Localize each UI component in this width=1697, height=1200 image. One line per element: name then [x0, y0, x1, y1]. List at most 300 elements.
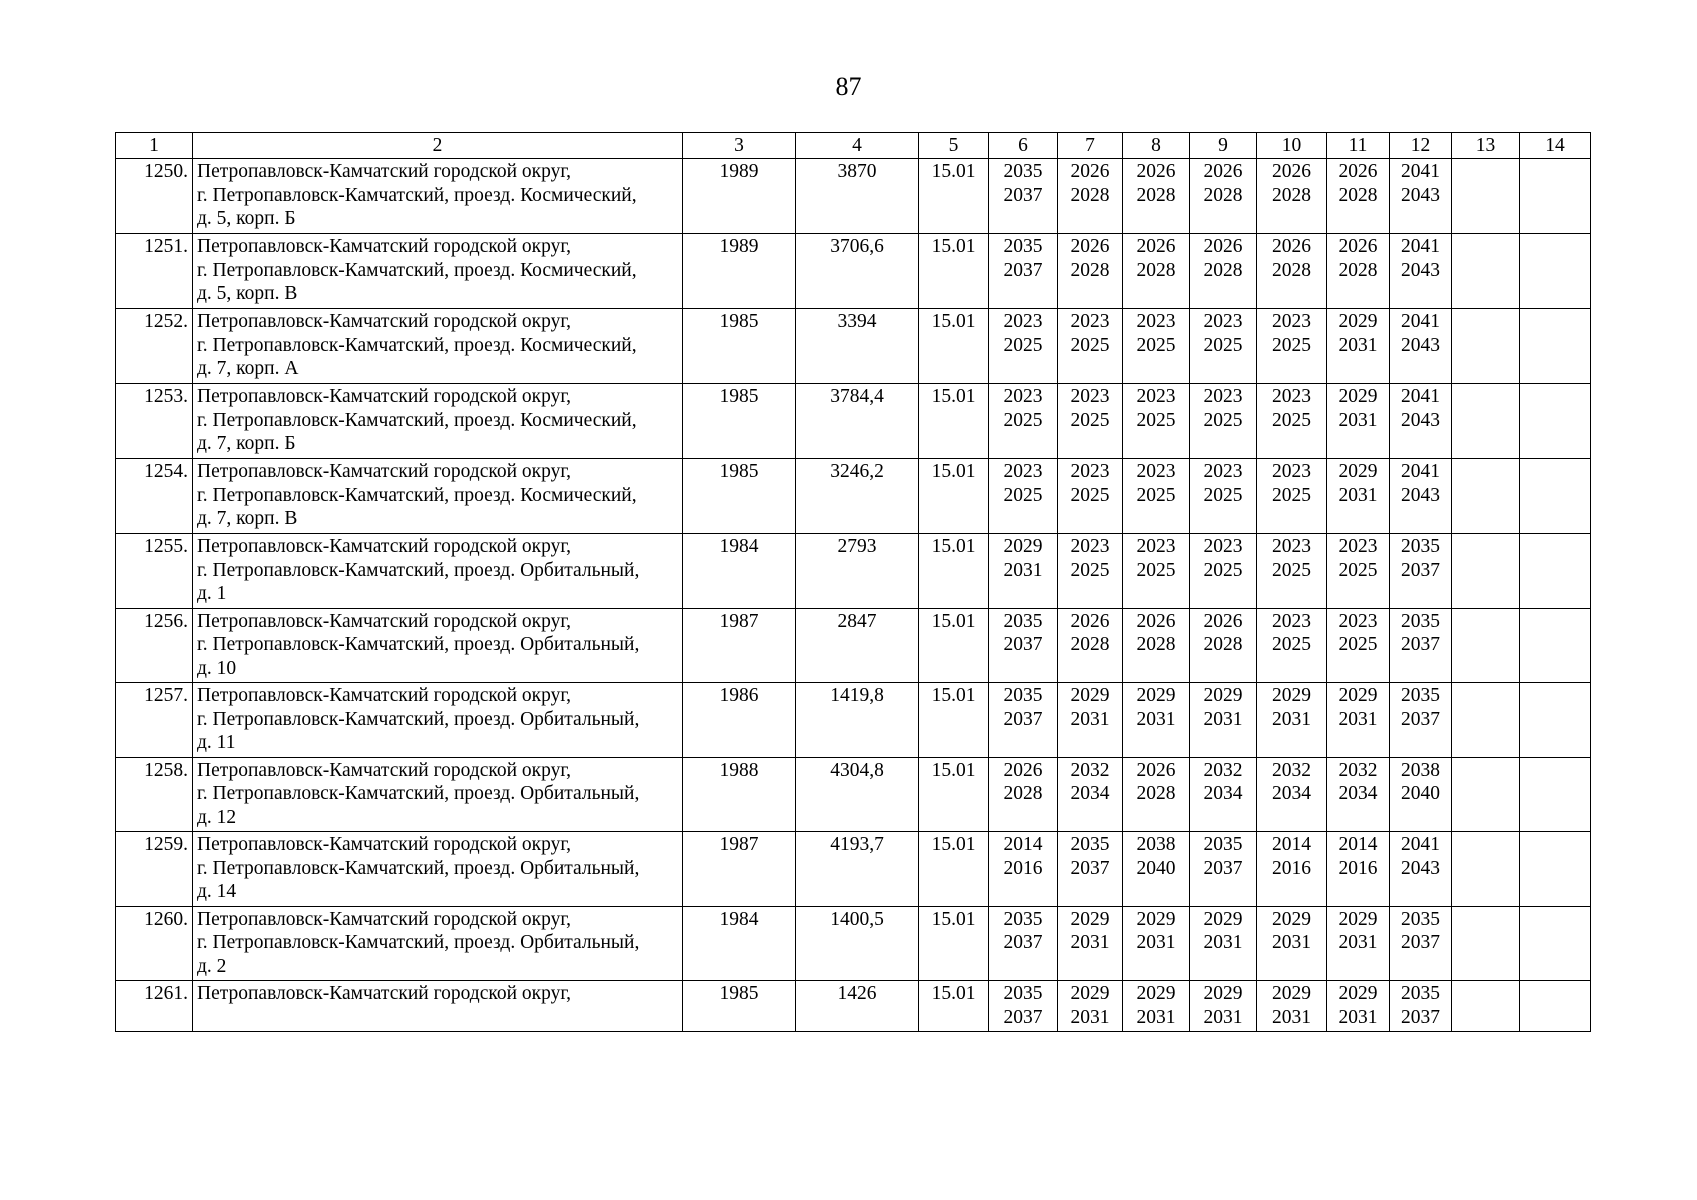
address-line: Петропавловск-Камчатский городской округ, [197, 311, 572, 332]
period-year: 2023 [1203, 386, 1243, 407]
row-number-cell: 1259. [116, 832, 193, 907]
period-cell-col-9 [1190, 683, 1257, 758]
row-number-cell: 1256. [116, 608, 193, 683]
period-year: 2029 [1203, 983, 1243, 1004]
area-cell: 3706,6 [796, 234, 919, 309]
year-cell: 1989 [683, 159, 796, 234]
period-year: 2029 [1272, 685, 1311, 706]
period-cell-col-7 [1058, 534, 1123, 609]
period-year: 2040 [1401, 783, 1440, 804]
period-cell-col-11 [1327, 309, 1390, 384]
table-row [116, 608, 1591, 683]
empty-cell-col-14 [1520, 683, 1591, 758]
address-cell [193, 309, 683, 384]
address-line: Петропавловск-Камчатский городской округ, [197, 461, 572, 482]
year-cell: 1985 [683, 384, 796, 459]
period-cell-col-6 [989, 757, 1058, 832]
table-row [116, 981, 1591, 1032]
period-year: 2026 [1070, 236, 1110, 257]
period-year: 2023 [1136, 311, 1176, 332]
period-year: 2023 [1272, 461, 1311, 482]
address-line: д. 5, корп. В [197, 283, 298, 304]
period-year: 2028 [1136, 783, 1176, 804]
table-header [116, 133, 1591, 159]
period-year: 2023 [1003, 386, 1043, 407]
area-cell: 4304,8 [796, 757, 919, 832]
row-number-cell: 1253. [116, 384, 193, 459]
period-year: 2043 [1401, 259, 1440, 281]
period-cell-col-12 [1390, 234, 1452, 309]
address-line: Петропавловск-Камчатский городской округ, [197, 908, 572, 930]
period-cell-col-6 [989, 683, 1058, 758]
period-cell-col-7 [1058, 234, 1123, 309]
address-cell [193, 608, 683, 683]
column-header-5: 5 [919, 133, 989, 159]
period-year: 2023 [1272, 610, 1311, 632]
period-year: 2029 [1070, 983, 1110, 1004]
period-year: 2031 [1272, 708, 1311, 730]
period-year: 2031 [1203, 932, 1243, 953]
address-line: г. Петропавловск-Камчатский, проезд. Космический, [197, 484, 637, 506]
period-year: 2031 [1272, 1006, 1311, 1028]
period-year: 2029 [1203, 908, 1243, 930]
year-cell: 1985 [683, 981, 796, 1032]
period-year: 2041 [1401, 161, 1440, 182]
period-year: 2035 [1401, 908, 1440, 930]
period-year: 2023 [1070, 311, 1110, 332]
period-year: 2026 [1272, 236, 1311, 257]
address-line: Петропавловск-Камчатский городской округ, [197, 536, 572, 557]
period-year: 2026 [1338, 161, 1378, 182]
year-cell: 1989 [683, 234, 796, 309]
year-cell: 1984 [683, 534, 796, 609]
period-year: 2023 [1272, 536, 1311, 557]
period-year: 2031 [1070, 932, 1110, 953]
period-year: 2029 [1338, 461, 1378, 482]
code-cell: 15.01 [919, 981, 989, 1032]
year-cell: 1984 [683, 906, 796, 981]
period-year: 2038 [1401, 759, 1440, 781]
period-year: 2025 [1070, 334, 1110, 356]
column-header-10: 10 [1257, 133, 1327, 159]
period-year: 2023 [1272, 386, 1311, 407]
address-line: Петропавловск-Камчатский городской округ, [197, 386, 572, 407]
period-year: 2037 [1003, 259, 1043, 281]
period-year: 2026 [1070, 161, 1110, 182]
period-year: 2029 [1272, 908, 1311, 930]
period-cell-col-12 [1390, 159, 1452, 234]
period-cell-col-10 [1257, 459, 1327, 534]
period-year: 2041 [1401, 461, 1440, 482]
period-year: 2031 [1338, 708, 1378, 730]
column-header-12: 12 [1390, 133, 1452, 159]
period-year: 2028 [1003, 783, 1043, 804]
period-year: 2031 [1338, 1006, 1378, 1028]
period-cell-col-11 [1327, 906, 1390, 981]
period-cell-col-7 [1058, 309, 1123, 384]
period-year: 2031 [1338, 484, 1378, 506]
period-year: 2032 [1203, 759, 1243, 781]
period-cell-col-12 [1390, 534, 1452, 609]
period-year: 2025 [1272, 484, 1311, 506]
period-year: 2016 [1338, 857, 1378, 879]
table-row [116, 832, 1591, 907]
period-year: 2025 [1070, 409, 1110, 431]
row-number-cell: 1252. [116, 309, 193, 384]
row-number-cell: 1251. [116, 234, 193, 309]
period-year: 2025 [1136, 559, 1176, 581]
address-cell [193, 906, 683, 981]
period-cell-col-7 [1058, 832, 1123, 907]
column-header-6: 6 [989, 133, 1058, 159]
period-cell-col-9 [1190, 906, 1257, 981]
empty-cell-col-13 [1452, 534, 1520, 609]
year-cell: 1985 [683, 459, 796, 534]
period-year: 2023 [1136, 536, 1176, 557]
period-cell-col-9 [1190, 534, 1257, 609]
period-cell-col-7 [1058, 981, 1123, 1032]
period-year: 2031 [1003, 559, 1043, 581]
period-year: 2026 [1003, 759, 1043, 781]
period-year: 2025 [1203, 559, 1243, 581]
period-cell-col-12 [1390, 981, 1452, 1032]
address-line: Петропавловск-Камчатский городской округ, [197, 161, 572, 182]
year-cell: 1986 [683, 683, 796, 758]
period-year: 2023 [1272, 311, 1311, 332]
period-cell-col-10 [1257, 384, 1327, 459]
period-cell-col-8 [1123, 981, 1190, 1032]
area-cell: 3870 [796, 159, 919, 234]
period-cell-col-8 [1123, 683, 1190, 758]
period-year: 2037 [1003, 708, 1043, 730]
period-year: 2025 [1136, 484, 1176, 506]
period-year: 2029 [1070, 908, 1110, 930]
empty-cell-col-13 [1452, 906, 1520, 981]
period-year: 2031 [1338, 409, 1378, 431]
period-cell-col-10 [1257, 832, 1327, 907]
code-cell: 15.01 [919, 309, 989, 384]
period-year: 2026 [1272, 161, 1311, 182]
column-header-1: 1 [116, 133, 193, 159]
register-table [115, 132, 1591, 1032]
period-year: 2029 [1338, 386, 1378, 407]
code-cell: 15.01 [919, 384, 989, 459]
period-cell-col-8 [1123, 384, 1190, 459]
address-cell [193, 757, 683, 832]
period-year: 2031 [1338, 334, 1378, 356]
empty-cell-col-14 [1520, 309, 1591, 384]
address-cell [193, 234, 683, 309]
period-year: 2031 [1136, 932, 1176, 953]
address-line: д. 2 [197, 955, 227, 977]
period-cell-col-12 [1390, 384, 1452, 459]
period-year: 2016 [1003, 857, 1043, 879]
period-cell-col-9 [1190, 459, 1257, 534]
period-year: 2035 [1401, 983, 1440, 1004]
table-row [116, 459, 1591, 534]
period-year: 2029 [1136, 685, 1176, 706]
table-row [116, 309, 1591, 384]
area-cell: 3246,2 [796, 459, 919, 534]
period-year: 2029 [1136, 983, 1176, 1004]
period-year: 2041 [1401, 311, 1440, 332]
period-year: 2025 [1003, 484, 1043, 506]
column-header-11: 11 [1327, 133, 1390, 159]
period-year: 2023 [1136, 386, 1176, 407]
column-header-13: 13 [1452, 133, 1520, 159]
year-cell: 1987 [683, 832, 796, 907]
period-cell-col-8 [1123, 608, 1190, 683]
period-cell-col-6 [989, 234, 1058, 309]
address-line: г. Петропавловск-Камчатский, проезд. Орбитальный, [197, 634, 640, 655]
address-line: Петропавловск-Камчатский городской округ, [197, 834, 572, 855]
address-line: д. 7, корп. В [197, 508, 298, 529]
empty-cell-col-14 [1520, 384, 1591, 459]
address-cell [193, 159, 683, 234]
period-year: 2031 [1338, 932, 1378, 953]
address-cell [193, 981, 683, 1032]
address-line: г. Петропавловск-Камчатский, проезд. Космический, [197, 184, 637, 206]
period-cell-col-9 [1190, 608, 1257, 683]
row-number-cell: 1254. [116, 459, 193, 534]
empty-cell-col-13 [1452, 234, 1520, 309]
address-line: г. Петропавловск-Камчатский, проезд. Космический, [197, 409, 637, 431]
address-line: д. 7, корп. Б [197, 433, 296, 454]
empty-cell-col-14 [1520, 757, 1591, 832]
column-header-2: 2 [193, 133, 683, 159]
period-year: 2026 [1338, 236, 1378, 257]
address-line: Петропавловск-Камчатский городской округ, [197, 983, 572, 1004]
address-line: г. Петропавловск-Камчатский, проезд. Орбитальный, [197, 559, 640, 581]
code-cell: 15.01 [919, 234, 989, 309]
period-year: 2037 [1401, 559, 1440, 581]
period-cell-col-8 [1123, 832, 1190, 907]
period-year: 2029 [1003, 536, 1043, 557]
period-year: 2029 [1070, 685, 1110, 706]
period-year: 2035 [1401, 685, 1440, 706]
period-cell-col-11 [1327, 757, 1390, 832]
period-year: 2034 [1338, 783, 1378, 804]
address-line: Петропавловск-Камчатский городской округ, [197, 685, 572, 706]
year-cell: 1985 [683, 309, 796, 384]
period-cell-col-10 [1257, 757, 1327, 832]
period-cell-col-11 [1327, 832, 1390, 907]
column-header-7: 7 [1058, 133, 1123, 159]
empty-cell-col-14 [1520, 159, 1591, 234]
table-row [116, 159, 1591, 234]
period-year: 2028 [1203, 259, 1243, 281]
period-year: 2023 [1203, 311, 1243, 332]
period-year: 2043 [1401, 409, 1440, 431]
period-cell-col-8 [1123, 906, 1190, 981]
address-line: д. 5, корп. Б [197, 208, 296, 229]
address-line: д. 11 [197, 732, 236, 753]
period-cell-col-6 [989, 384, 1058, 459]
period-year: 2026 [1203, 236, 1243, 257]
address-line: д. 14 [197, 881, 237, 902]
year-cell: 1987 [683, 608, 796, 683]
row-number-cell: 1261. [116, 981, 193, 1032]
address-line: г. Петропавловск-Камчатский, проезд. Орбитальный, [197, 857, 640, 879]
year-cell: 1988 [683, 757, 796, 832]
table-row [116, 757, 1591, 832]
table-row [116, 906, 1591, 981]
period-cell-col-9 [1190, 159, 1257, 234]
period-year: 2035 [1401, 536, 1440, 557]
period-year: 2025 [1338, 559, 1378, 581]
address-line: г. Петропавловск-Камчатский, проезд. Космический, [197, 259, 637, 281]
period-year: 2029 [1338, 311, 1378, 332]
empty-cell-col-14 [1520, 459, 1591, 534]
address-cell [193, 683, 683, 758]
period-cell-col-9 [1190, 234, 1257, 309]
period-cell-col-10 [1257, 608, 1327, 683]
period-cell-col-6 [989, 906, 1058, 981]
period-year: 2031 [1070, 1006, 1110, 1028]
period-year: 2023 [1003, 311, 1043, 332]
row-number-cell: 1258. [116, 757, 193, 832]
period-year: 2023 [1070, 536, 1110, 557]
column-header-row [116, 133, 1591, 159]
period-year: 2037 [1003, 932, 1043, 953]
address-line: д. 1 [197, 583, 227, 604]
code-cell: 15.01 [919, 159, 989, 234]
period-cell-col-8 [1123, 159, 1190, 234]
period-cell-col-6 [989, 981, 1058, 1032]
column-header-9: 9 [1190, 133, 1257, 159]
code-cell: 15.01 [919, 608, 989, 683]
period-year: 2025 [1203, 484, 1243, 506]
period-cell-col-6 [989, 534, 1058, 609]
period-cell-col-7 [1058, 608, 1123, 683]
period-year: 2038 [1136, 834, 1176, 855]
period-year: 2014 [1003, 834, 1043, 855]
period-year: 2025 [1272, 409, 1311, 431]
period-year: 2026 [1136, 610, 1176, 632]
period-year: 2040 [1136, 857, 1176, 879]
period-year: 2025 [1136, 409, 1176, 431]
period-cell-col-10 [1257, 981, 1327, 1032]
period-year: 2025 [1272, 634, 1311, 655]
period-year: 2031 [1272, 932, 1311, 953]
period-year: 2035 [1003, 685, 1043, 706]
period-year: 2025 [1272, 559, 1311, 581]
row-number-cell: 1257. [116, 683, 193, 758]
period-year: 2023 [1070, 386, 1110, 407]
period-year: 2029 [1136, 908, 1176, 930]
period-cell-col-11 [1327, 459, 1390, 534]
column-header-4: 4 [796, 133, 919, 159]
period-year: 2029 [1272, 983, 1311, 1004]
period-cell-col-11 [1327, 683, 1390, 758]
area-cell: 4193,7 [796, 832, 919, 907]
period-year: 2025 [1136, 334, 1176, 356]
period-cell-col-12 [1390, 309, 1452, 384]
period-cell-col-7 [1058, 757, 1123, 832]
period-year: 2026 [1203, 610, 1243, 632]
period-year: 2028 [1272, 259, 1311, 281]
code-cell: 15.01 [919, 459, 989, 534]
period-year: 2029 [1338, 908, 1378, 930]
period-year: 2023 [1338, 610, 1378, 632]
row-number-cell: 1250. [116, 159, 193, 234]
address-cell [193, 534, 683, 609]
period-year: 2023 [1203, 536, 1243, 557]
period-cell-col-11 [1327, 234, 1390, 309]
period-cell-col-6 [989, 608, 1058, 683]
period-year: 2023 [1070, 461, 1110, 482]
empty-cell-col-14 [1520, 906, 1591, 981]
period-cell-col-9 [1190, 384, 1257, 459]
period-year: 2026 [1136, 236, 1176, 257]
empty-cell-col-14 [1520, 534, 1591, 609]
period-year: 2014 [1338, 834, 1378, 855]
empty-cell-col-14 [1520, 981, 1591, 1032]
area-cell: 2793 [796, 534, 919, 609]
period-cell-col-11 [1327, 608, 1390, 683]
address-line: д. 12 [197, 806, 237, 828]
period-cell-col-12 [1390, 459, 1452, 534]
period-cell-col-11 [1327, 534, 1390, 609]
period-cell-col-8 [1123, 534, 1190, 609]
period-year: 2028 [1070, 184, 1110, 206]
period-year: 2025 [1003, 334, 1043, 356]
period-cell-col-8 [1123, 234, 1190, 309]
empty-cell-col-14 [1520, 234, 1591, 309]
period-year: 2031 [1203, 1006, 1243, 1028]
period-year: 2028 [1136, 259, 1176, 281]
empty-cell-col-13 [1452, 384, 1520, 459]
column-header-3: 3 [683, 133, 796, 159]
address-line: г. Петропавловск-Камчатский, проезд. Орбитальный, [197, 932, 640, 953]
empty-cell-col-13 [1452, 757, 1520, 832]
empty-cell-col-13 [1452, 309, 1520, 384]
address-cell [193, 384, 683, 459]
period-cell-col-11 [1327, 384, 1390, 459]
code-cell: 15.01 [919, 757, 989, 832]
row-number-cell: 1255. [116, 534, 193, 609]
period-year: 2037 [1003, 1006, 1043, 1028]
period-year: 2041 [1401, 386, 1440, 407]
area-cell: 3784,4 [796, 384, 919, 459]
period-cell-col-9 [1190, 832, 1257, 907]
period-year: 2035 [1003, 908, 1043, 930]
code-cell: 15.01 [919, 906, 989, 981]
empty-cell-col-13 [1452, 981, 1520, 1032]
period-year: 2034 [1203, 783, 1243, 804]
period-cell-col-7 [1058, 683, 1123, 758]
period-year: 2023 [1136, 461, 1176, 482]
period-cell-col-10 [1257, 234, 1327, 309]
period-cell-col-11 [1327, 159, 1390, 234]
period-year: 2037 [1003, 184, 1043, 206]
period-year: 2041 [1401, 834, 1440, 855]
period-year: 2014 [1272, 834, 1311, 855]
table-body [116, 159, 1591, 1032]
period-year: 2037 [1401, 1006, 1440, 1028]
period-year: 2034 [1272, 783, 1311, 804]
table-row [116, 683, 1591, 758]
period-cell-col-6 [989, 832, 1058, 907]
period-year: 2035 [1070, 834, 1110, 855]
period-year: 2031 [1136, 1006, 1176, 1028]
period-year: 2043 [1401, 334, 1440, 356]
address-line: г. Петропавловск-Камчатский, проезд. Космический, [197, 334, 637, 356]
period-cell-col-12 [1390, 906, 1452, 981]
period-year: 2032 [1070, 759, 1110, 781]
period-cell-col-8 [1123, 757, 1190, 832]
period-year: 2032 [1338, 759, 1378, 781]
